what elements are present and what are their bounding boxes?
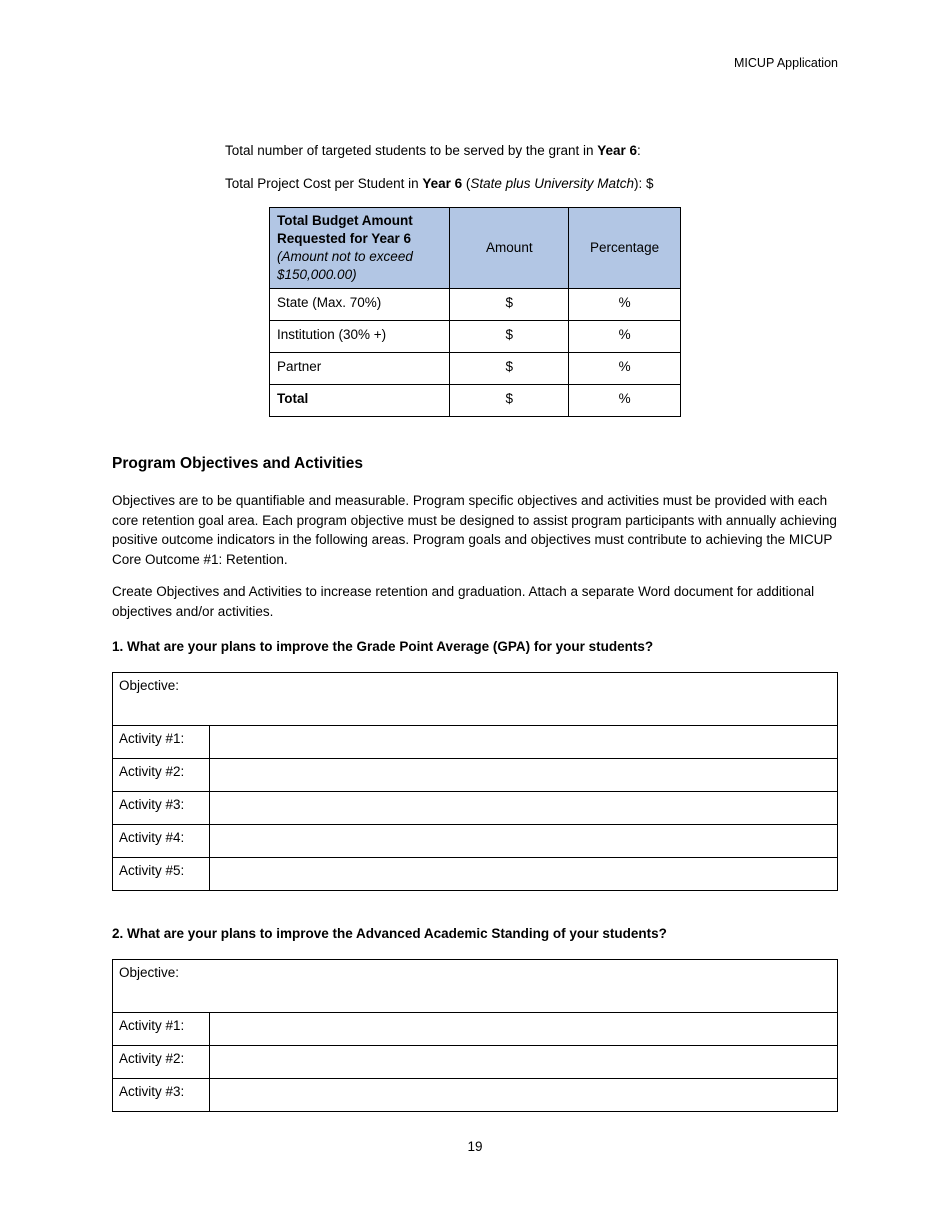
budget-row-label: State (Max. 70%) <box>270 289 450 321</box>
section-paragraph-2: Create Objectives and Activities to increase retention and graduation. Attach a separate Word document for additional objectives and/or activities. <box>112 584 815 619</box>
budget-amount-cell[interactable]: $ <box>450 353 569 385</box>
header-title: MICUP Application <box>734 56 838 70</box>
budget-percent-cell[interactable]: % <box>569 353 681 385</box>
page-number: 19 <box>467 1139 483 1154</box>
section-title: Program Objectives and Activities <box>112 455 363 472</box>
activity-row <box>113 1046 838 1079</box>
activity-input-cell[interactable] <box>210 1079 838 1112</box>
year6-bold: Year 6 <box>597 143 638 158</box>
paren-open: ( <box>462 175 471 191</box>
objective-cell[interactable] <box>113 673 838 726</box>
activity-row <box>113 726 838 759</box>
project-cost-suffix: ): $ <box>633 175 654 191</box>
objective-row <box>113 673 838 726</box>
objective-cell[interactable] <box>113 960 838 1013</box>
activity-label: Activity #1: <box>113 1013 210 1046</box>
project-cost-line <box>225 174 838 194</box>
activity-label: Activity #4: <box>113 825 210 858</box>
activity-label: Activity #3: <box>113 792 210 825</box>
budget-row-label: Total <box>270 385 450 417</box>
budget-row-state <box>270 289 681 321</box>
activity-input-cell[interactable] <box>210 825 838 858</box>
budget-header-row <box>270 208 681 289</box>
activity-input-cell[interactable] <box>210 726 838 759</box>
budget-amount-cell[interactable]: $ <box>450 385 569 417</box>
activity-input-cell[interactable] <box>210 792 838 825</box>
question-1-label: 1. What are your plans to improve the Grade Point Average (GPA) for your students? <box>112 639 654 654</box>
budget-header-amount: Amount <box>450 208 569 289</box>
objective-label: Objective: <box>119 678 180 693</box>
activity-row <box>113 825 838 858</box>
budget-percent-cell[interactable]: % <box>569 289 681 321</box>
objective-row <box>113 960 838 1013</box>
page-header <box>112 55 838 71</box>
activity-label: Activity #2: <box>113 1046 210 1079</box>
match-italic: State plus University Match <box>470 175 634 191</box>
activity-input-cell[interactable] <box>210 759 838 792</box>
activity-row <box>113 759 838 792</box>
activity-label: Activity #2: <box>113 759 210 792</box>
question-2-table <box>112 959 838 1112</box>
budget-table <box>269 207 681 417</box>
activity-input-cell[interactable] <box>210 1013 838 1046</box>
students-served-text: Total number of targeted students to be served by the grant in <box>225 143 598 158</box>
objective-label: Objective: <box>119 965 180 980</box>
activity-row <box>113 1079 838 1112</box>
students-served-line <box>225 141 838 161</box>
budget-row-institution <box>270 321 681 353</box>
students-served-colon: : <box>637 143 641 158</box>
budget-amount-cell[interactable]: $ <box>450 321 569 353</box>
activity-input-cell[interactable] <box>210 858 838 891</box>
budget-amount-cell[interactable]: $ <box>450 289 569 321</box>
budget-row-partner <box>270 353 681 385</box>
year6-bold-2: Year 6 <box>422 175 463 191</box>
question-1-table <box>112 672 838 891</box>
budget-percent-cell[interactable]: % <box>569 321 681 353</box>
activity-input-cell[interactable] <box>210 1046 838 1079</box>
question-2-label: 2. What are your plans to improve the Advanced Academic Standing of your students? <box>112 926 667 941</box>
budget-row-total <box>270 385 681 417</box>
budget-header-label <box>270 208 450 289</box>
project-cost-text: Total Project Cost per Student in <box>225 175 423 191</box>
budget-header-italic: (Amount not to exceed $150,000.00) <box>277 249 413 282</box>
section-paragraph-1: Objectives are to be quantifiable and measurable. Program specific objectives and activities must be provided with each core retention goal area. Each program objective must be designed to assist program participants with annually achieving positive outcome indicators in the following areas. Program goals and objectives must contribute to achieving the MICUP Core Outcome #1: Retention. <box>112 493 837 567</box>
activity-label: Activity #3: <box>113 1079 210 1112</box>
activity-row <box>113 1013 838 1046</box>
activity-label: Activity #5: <box>113 858 210 891</box>
budget-percent-cell[interactable]: % <box>569 385 681 417</box>
budget-row-label: Partner <box>270 353 450 385</box>
activity-label: Activity #1: <box>113 726 210 759</box>
budget-header-percentage: Percentage <box>569 208 681 289</box>
budget-header-bold: Total Budget Amount Requested for Year 6 <box>277 213 413 246</box>
activity-row <box>113 858 838 891</box>
budget-row-label: Institution (30% +) <box>270 321 450 353</box>
activity-row <box>113 792 838 825</box>
